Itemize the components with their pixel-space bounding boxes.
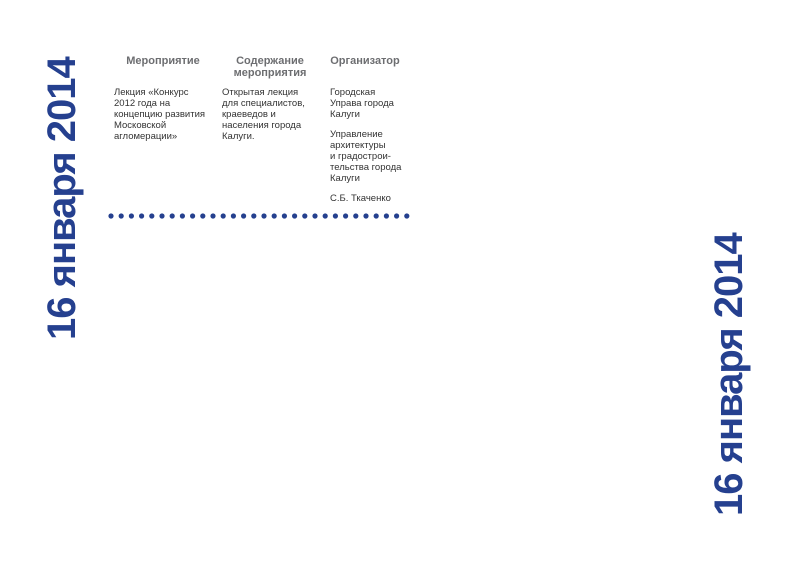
- separator-dot: [323, 213, 328, 218]
- cell-event-line: Лекция «Конкурс: [114, 87, 189, 98]
- dotted-separator: [108, 211, 410, 221]
- cell-event-line: концепцию развития: [114, 109, 206, 120]
- separator-dot: [282, 213, 287, 218]
- separator-dot: [302, 213, 307, 218]
- header-content-line1: Содержание: [236, 55, 304, 67]
- separator-dot: [312, 213, 317, 218]
- cell-content-line: населения города: [222, 120, 302, 131]
- separator-dot: [272, 213, 277, 218]
- separator-dot: [119, 213, 124, 218]
- organizer-line: Калуги: [330, 173, 360, 184]
- separator-dot: [190, 213, 195, 218]
- separator-dot: [241, 213, 246, 218]
- separator-dot: [200, 213, 205, 218]
- separator-dot: [343, 213, 348, 218]
- header-organizer: Организатор: [330, 55, 400, 67]
- separator-dot: [108, 213, 113, 218]
- separator-dot: [180, 213, 185, 218]
- organizer-line: Городская: [330, 87, 376, 98]
- cell-content-line: Калуги.: [222, 131, 255, 142]
- separator-dot: [221, 213, 226, 218]
- organizer-line: Калуги: [330, 109, 360, 120]
- cell-event-line: агломерации»: [114, 131, 178, 142]
- separator-dot: [149, 213, 154, 218]
- date-title-right: 16 января 2014: [707, 233, 751, 516]
- header-event: Мероприятие: [126, 55, 200, 67]
- separator-dot: [292, 213, 297, 218]
- cell-content-line: для специалистов,: [222, 98, 305, 109]
- header-content-line2: мероприятия: [233, 67, 307, 79]
- organizer-line: Управа города: [330, 98, 394, 109]
- separator-dot: [231, 213, 236, 218]
- organizer-line: архитектуры: [330, 140, 386, 151]
- organizer-group: [330, 129, 420, 184]
- separator-dot: [129, 213, 134, 218]
- organizer-group: [330, 87, 420, 120]
- separator-dot: [363, 213, 368, 218]
- cell-content-line: краеведов и: [222, 109, 276, 120]
- organizer-line: Управление: [330, 129, 383, 140]
- separator-dot: [353, 213, 358, 218]
- organizer-line: тельства города: [330, 162, 402, 173]
- header-content: [225, 55, 315, 79]
- separator-dot: [210, 213, 215, 218]
- cell-organizer: [330, 87, 420, 213]
- separator-dot: [159, 213, 164, 218]
- separator-dot: [384, 213, 389, 218]
- separator-dot: [394, 213, 399, 218]
- organizer-group: [330, 193, 420, 204]
- cell-event: [114, 87, 219, 142]
- separator-dot: [404, 213, 409, 218]
- separator-dot: [374, 213, 379, 218]
- cell-content: [222, 87, 322, 142]
- cell-event-line: Московской: [114, 120, 167, 131]
- separator-dot: [333, 213, 338, 218]
- separator-dot: [251, 213, 256, 218]
- separator-dot: [170, 213, 175, 218]
- cell-content-line: Открытая лекция: [222, 87, 299, 98]
- organizer-line: С.Б. Ткаченко: [330, 193, 391, 204]
- organizer-line: и градострои-: [330, 151, 391, 162]
- separator-dot: [261, 213, 266, 218]
- cell-event-line: 2012 года на: [114, 98, 171, 109]
- separator-dot: [139, 213, 144, 218]
- date-title-left: 16 января 2014: [40, 57, 84, 340]
